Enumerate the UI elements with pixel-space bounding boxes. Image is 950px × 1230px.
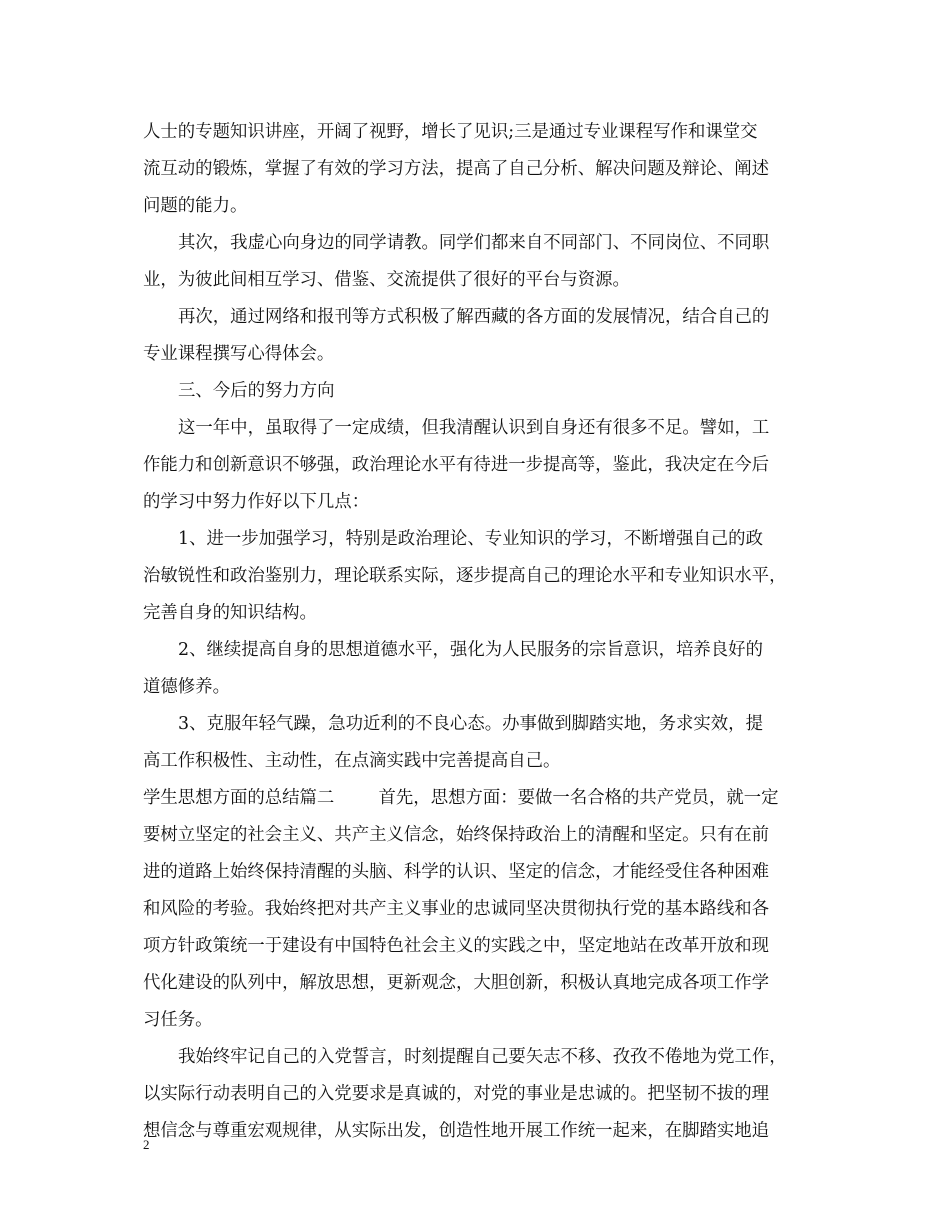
text-line: 我始终牢记自己的入党誓言，时刻提醒自己要矢志不移、孜孜不倦地为党工作， <box>178 1047 787 1067</box>
text-line: 进的道路上始终保持清醒的头脑、科学的认识、坚定的信念，才能经受住各种困难 <box>143 862 770 882</box>
text-line: 问题的能力。 <box>143 196 248 216</box>
text-line: 要树立坚定的社会主义、共产主义信念，始终保持政治上的清醒和坚定。只有在前 <box>143 825 770 845</box>
text-line: 流互动的锻炼，掌握了有效的学习方法，提高了自己分析、解决问题及辩论、阐述 <box>143 159 770 179</box>
text-line: 和风险的考验。我始终把对共产主义事业的忠诚同坚决贯彻执行党的基本路线和各 <box>143 899 770 919</box>
text-line: 项方针政策统一于建设有中国特色社会主义的实践之中，坚定地站在改革开放和现 <box>143 936 770 956</box>
text-line: 的学习中努力作好以下几点： <box>143 492 370 512</box>
text-line: 习任务。 <box>143 1010 213 1030</box>
text-line: 高工作积极性、主动性，在点滴实践中完善提高自己。 <box>143 751 561 771</box>
text-line: 专业课程撰写心得体会。 <box>143 344 335 364</box>
text-line: 三、今后的努力方向 <box>178 381 335 401</box>
page-number: 2 <box>143 1137 150 1152</box>
text-line: 想信念与尊重宏观规律，从实际出发，创造性地开展工作统一起来，在脚踏实地追 <box>143 1121 770 1141</box>
text-line: 以实际行动表明自己的入党要求是真诚的，对党的事业是忠诚的。把坚韧不拔的理 <box>143 1084 770 1104</box>
text-line: 3、克服年轻气躁，急功近利的不良心态。办事做到脚踏实地，务求实效，提 <box>178 714 763 734</box>
text-line: 1、进一步加强学习，特别是政治理论、专业知识的学习，不断增强自己的政 <box>178 529 763 549</box>
text-line: 人士的专题知识讲座，开阔了视野，增长了见识;三是通过专业课程写作和课堂交 <box>143 122 758 142</box>
text-line: 完善自身的知识结构。 <box>143 603 317 623</box>
text-line: 道德修养。 <box>143 677 230 697</box>
text-line: 作能力和创新意识不够强，政治理论水平有待进一步提高等，鉴此，我决定在今后 <box>143 455 770 475</box>
text-line: 这一年中，虽取得了一定成绩，但我清醒认识到自身还有很多不足。譬如，工 <box>178 418 770 438</box>
body-text <box>143 114 811 1150</box>
text-line: 治敏锐性和政治鉴别力，理论联系实际，逐步提高自己的理论水平和专业知识水平， <box>143 566 787 586</box>
text-line: 再次，通过网络和报刊等方式积极了解西藏的各方面的发展情况，结合自己的 <box>178 307 770 327</box>
text-line: 学生思想方面的总结篇二 首先，思想方面：要做一名合格的共产党员，就一定 <box>143 788 779 808</box>
text-line: 其次，我虚心向身边的同学请教。同学们都来自不同部门、不同岗位、不同职 <box>178 233 770 253</box>
text-line: 2、继续提高自身的思想道德水平，强化为人民服务的宗旨意识，培养良好的 <box>178 640 763 660</box>
text-line: 业，为彼此间相互学习、借鉴、交流提供了很好的平台与资源。 <box>143 270 630 290</box>
text-line: 代化建设的队列中，解放思想，更新观念，大胆创新，积极认真地完成各项工作学 <box>143 973 770 993</box>
